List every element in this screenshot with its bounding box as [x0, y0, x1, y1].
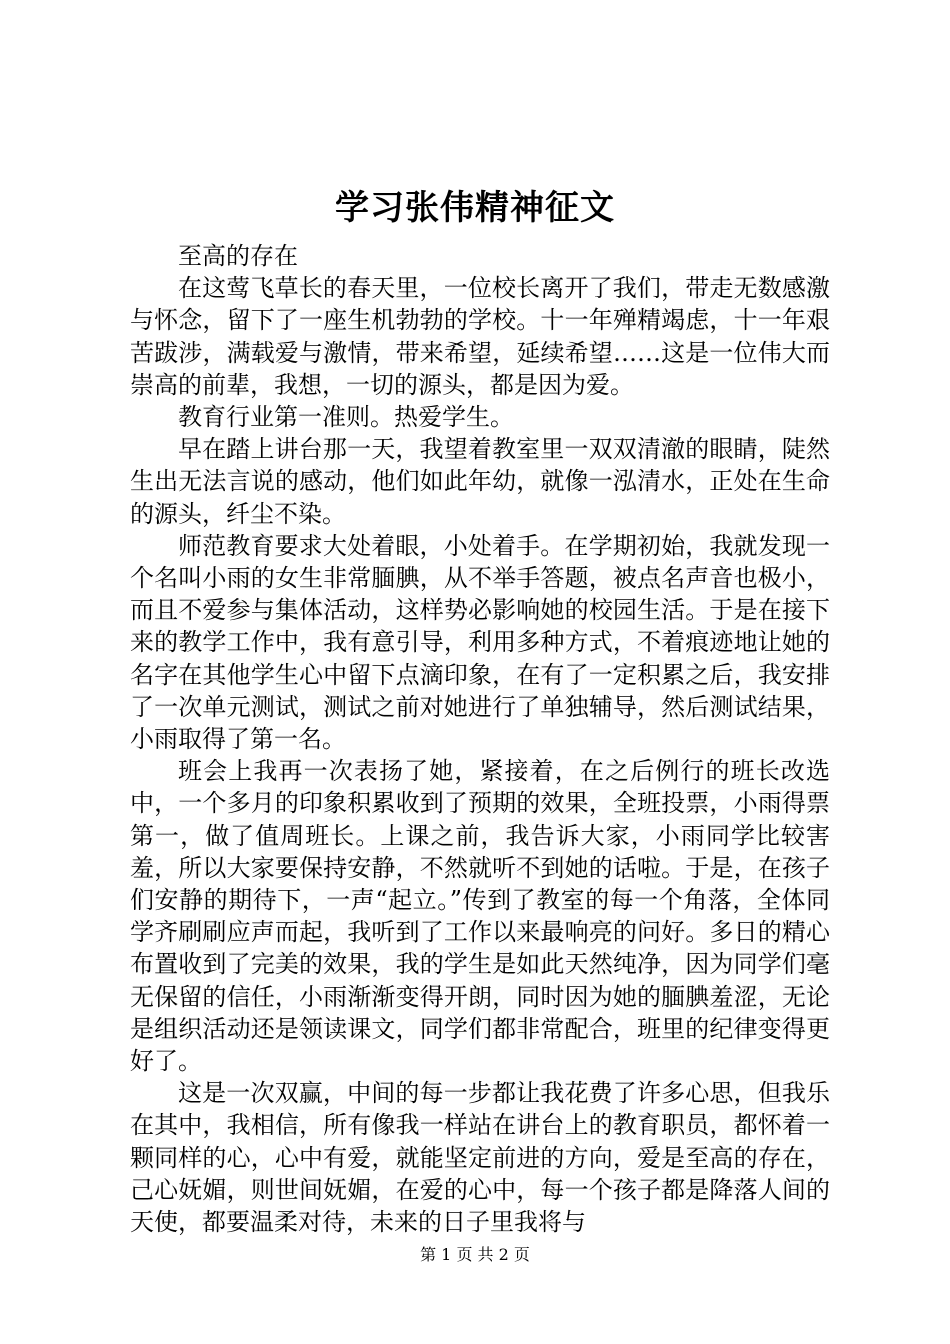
paragraph: 教育行业第一准则。热爱学生。: [178, 403, 514, 432]
paragraph: 在这莺飞草长的春天里，一位校长离开了我们，带走无数感激与怀念，留下了一座生机勃勃的学校。十一年殚精竭虑，十一年艰苦跋涉，满载爱与激情，带来希望，延续希望……这是一位伟大而崇高的前辈，我想，一切的源头，都是因为爱。: [130, 274, 830, 399]
document-title: 学习张伟精神征文: [335, 188, 615, 228]
paragraph: 师范教育要求大处着眼，小处着手。在学期初始，我就发现一个名叫小雨的女生非常腼腆，从不举手答题，被点名声音也极小，而且不爱参与集体活动，这样势必影响她的校园生活。于是在接下来的教学工作中，我有意引导，利用多种方式，不着痕迹地让她的名字在其他学生心中留下点滴印象，在有了一定积累之后，我安排了一次单元测试，测试之前对她进行了单独辅导，然后测试结果，小雨取得了第一名。: [130, 531, 830, 754]
paragraph: 早在踏上讲台那一天，我望着教室里一双双清澈的眼睛，陡然生出无法言说的感动，他们如此年幼，就像一泓清水，正处在生命的源头，纤尘不染。: [130, 435, 830, 528]
paragraph: 这是一次双赢，中间的每一步都让我花费了许多心思，但我乐在其中，我相信，所有像我一样站在讲台上的教育职员，都怀着一颗同样的心，心中有爱，就能坚定前进的方向，爱是至高的存在，己心妩媚，则世间妩媚，在爱的心中，每一个孩子都是降落人间的天使，都要温柔对待，未来的日子里我将与: [130, 1079, 830, 1237]
document-body: [130, 240, 830, 1238]
page-number-footer: 第 1 页 共 2 页: [420, 1245, 530, 1264]
paragraph-subtitle: 至高的存在: [178, 242, 298, 270]
paragraph: 班会上我再一次表扬了她，紧接着，在之后例行的班长改选中，一个多月的印象积累收到了预期的效果，全班投票，小雨得票第一，做了值周班长。上课之前，我告诉大家，小雨同学比较害羞，所以大家要保持安静，不然就听不到她的话啦。于是，在孩子们安静的期待下，一声“起立。”传到了教室的每一个角落，全体同学齐刷刷应声而起，我听到了工作以来最响亮的问好。多日的精心布置收到了完美的效果，我的学生是如此天然纯净，因为同学们毫无保留的信任，小雨渐渐变得开朗，同时因为她的腼腆羞涩，无论是组织活动还是领读课文，同学们都非常配合，班里的纪律变得更好了。: [130, 757, 830, 1076]
